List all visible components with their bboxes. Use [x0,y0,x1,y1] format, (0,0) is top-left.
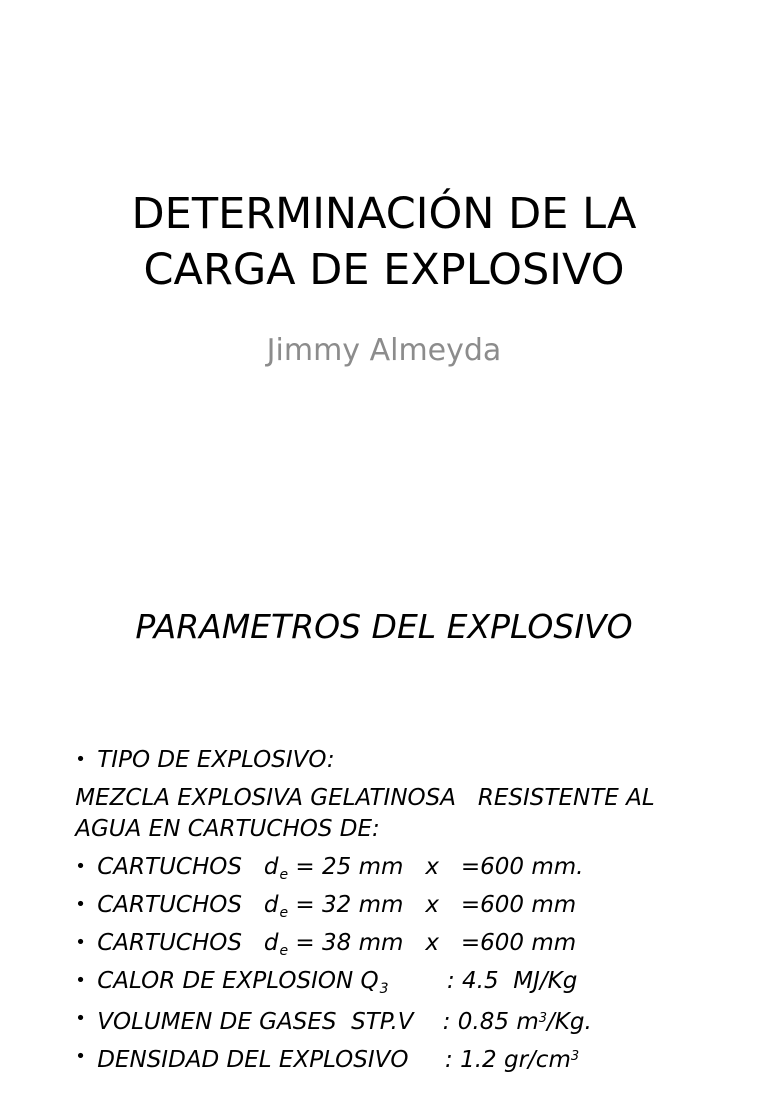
item-text-pre: CARTUCHOS d [97,854,279,880]
slide-title-line-2: CARGA DE EXPLOSIVO [143,245,625,295]
bullet-icon: • [75,749,86,770]
bullet-item-density [46,1012,579,1105]
slide-title-line-1: DETERMINACIÓN DE LA [131,189,637,239]
item-text-post: = 25 mm x =600 mm. [288,854,584,880]
bullet-icon: • [75,1008,86,1029]
item-text-pre: DENSIDAD DEL EXPLOSIVO : 1.2 gr/cm [97,1047,571,1073]
item-text-post: : 4.5 MJ/Kg [388,968,578,994]
bullet-icon: • [75,856,86,877]
bullet-icon: • [75,932,86,953]
bullet-icon: • [75,1046,86,1067]
item-subscript: e [279,905,289,921]
item-text: TIPO DE EXPLOSIVO: [97,747,335,773]
item-superscript: 3 [570,1049,580,1064]
item-text-post: = 38 mm x =600 mm [288,930,577,956]
parameters-slide [0,576,768,1073]
slide-subtitle: Jimmy Almeyda [266,333,502,368]
item-text: MEZCLA EXPLOSIVA GELATINOSA RESISTENTE AL [75,785,655,811]
item-subscript: e [279,943,289,959]
item-text-post: = 32 mm x =600 mm [288,892,577,918]
item-subscript: e [279,867,289,883]
slide-heading: PARAMETROS DEL EXPLOSIVO [135,607,633,646]
item-text-pre: CALOR DE EXPLOSION Q [97,968,379,994]
item-text-pre: VOLUMEN DE GASES STP.V : 0.85 m [97,1009,539,1035]
item-superscript: 3 [538,1011,548,1026]
bullet-icon: • [75,894,86,915]
item-text-post: /Kg. [547,1009,592,1035]
item-text-pre: CARTUCHOS d [97,892,279,918]
bullet-icon: • [75,970,86,991]
item-text: AGUA EN CARTUCHOS DE: [75,816,380,842]
item-subscript: 3 [379,981,389,997]
item-text-pre: CARTUCHOS d [97,930,279,956]
